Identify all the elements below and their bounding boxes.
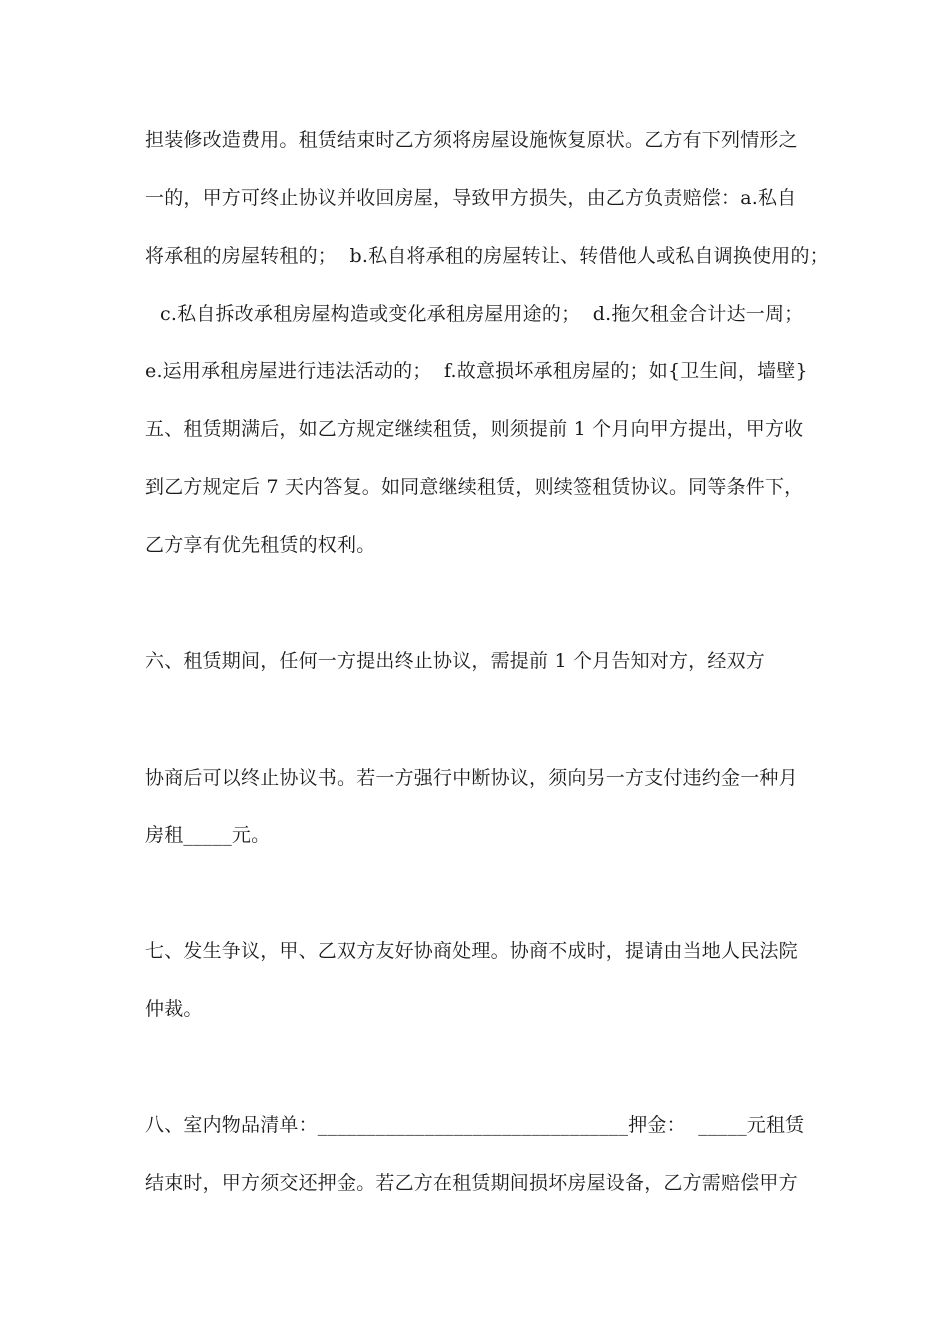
text-line: 结束时，甲方须交还押金。若乙方在租赁期间损坏房屋设备，乙方需赔偿甲方 — [145, 1172, 798, 1194]
text-line: 协商后可以终止协议书。若一方强行中断协议，须向另一方支付违约金一种月 — [145, 767, 798, 789]
text-line: 将承租的房屋转租的； b.私自将承租的房屋转让、转借他人或私自调换使用的； — [145, 245, 829, 267]
text-line: 一的，甲方可终止协议并收回房屋，导致甲方损失，由乙方负责赔偿：a.私自 — [145, 187, 797, 209]
text-line: 六、租赁期间，任何一方提出终止协议，需提前 1 个月告知对方，经双方 — [145, 650, 765, 672]
text-line: 仲裁。 — [145, 998, 203, 1020]
text-line: 八、室内物品清单：________________________________押金： _____元租赁 — [145, 1114, 805, 1136]
text-line: c.私自拆改承租房屋构造或变化承租房屋用途的； d.拖欠租金合计达一周； — [160, 303, 804, 325]
text-line: e.运用承租房屋进行违法活动的； f.故意损坏承租房屋的；如{卫生间，墙壁} — [145, 360, 808, 382]
text-line: 担装修改造费用。租赁结束时乙方须将房屋设施恢复原状。乙方有下列情形之 — [145, 129, 798, 151]
text-line: 七、发生争议，甲、乙双方友好协商处理。协商不成时，提请由当地人民法院 — [145, 940, 798, 962]
text-line: 房租_____元。 — [145, 824, 271, 846]
text-line: 五、租赁期满后，如乙方规定继续租赁，则须提前 1 个月向甲方提出，甲方收 — [145, 418, 804, 440]
text-line: 到乙方规定后 7 天内答复。如同意继续租赁，则续签租赁协议。同等条件下， — [145, 476, 804, 498]
text-line: 乙方享有优先租赁的权利。 — [145, 534, 376, 556]
